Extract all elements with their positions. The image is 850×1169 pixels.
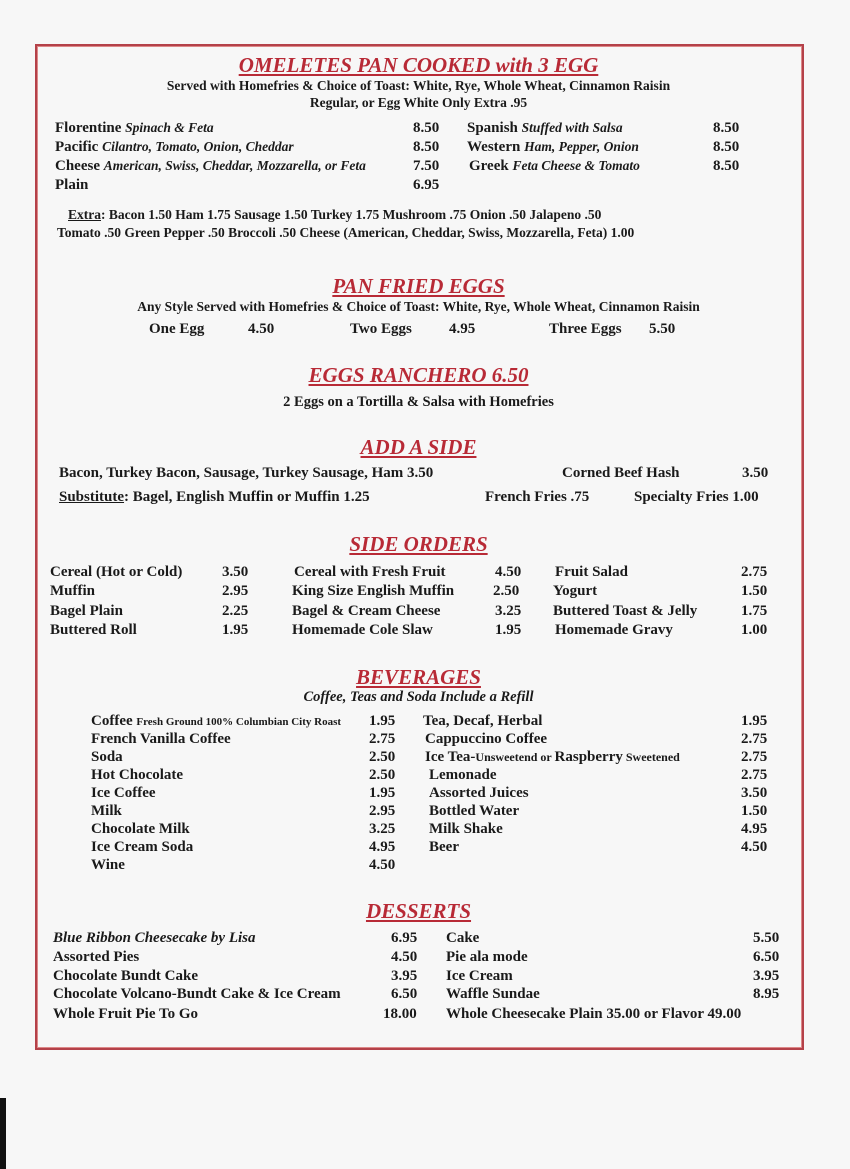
menu-item: Plain bbox=[55, 177, 89, 193]
menu-price: 2.75 bbox=[741, 564, 768, 580]
scan-edge-shadow bbox=[0, 1098, 6, 1169]
menu-item: Cheese American, Swiss, Cheddar, Mozzarella, or Feta bbox=[55, 158, 366, 174]
menu-item: Pacific Cilantro, Tomato, Onion, Cheddar bbox=[55, 139, 294, 155]
omeletes-heading: OMELETES PAN COOKED with 3 EGG bbox=[238, 53, 599, 77]
pan-fried-description: Any Style Served with Homefries & Choice of Toast: White, Rye, Whole Wheat, Cinnamon Raisin bbox=[137, 299, 700, 314]
eggs-ranchero-description: 2 Eggs on a Tortilla & Salsa with Homefries bbox=[283, 394, 554, 410]
menu-price: 1.95 bbox=[495, 622, 522, 638]
menu-price: 6.95 bbox=[413, 177, 440, 193]
menu-price: 8.50 bbox=[713, 139, 740, 155]
menu-price: 5.50 bbox=[753, 930, 780, 946]
menu-price: 7.50 bbox=[413, 158, 440, 174]
menu-item: Homemade Gravy bbox=[555, 622, 673, 638]
menu-item: Cereal with Fresh Fruit bbox=[294, 564, 446, 580]
menu-price: 2.95 bbox=[222, 583, 249, 599]
menu-item: Cereal (Hot or Cold) bbox=[50, 564, 183, 580]
menu-price: 3.50 bbox=[742, 465, 769, 481]
beverages-heading: BEVERAGES bbox=[356, 665, 481, 689]
menu-item: Milk bbox=[91, 803, 122, 819]
menu-item: Chocolate Milk bbox=[91, 821, 190, 837]
menu-item: Ice Cream bbox=[446, 968, 513, 984]
menu-item: Blue Ribbon Cheesecake by Lisa bbox=[53, 930, 256, 946]
menu-price: 2.75 bbox=[741, 767, 768, 783]
eggs-ranchero-heading: EGGS RANCHERO 6.50 bbox=[308, 363, 529, 387]
pan-fried-heading: PAN FRIED EGGS bbox=[332, 274, 505, 298]
menu-price: 1.50 bbox=[741, 583, 768, 599]
menu-price: 2.75 bbox=[741, 749, 768, 765]
menu-price: 4.50 bbox=[495, 564, 522, 580]
menu-price: 8.50 bbox=[413, 139, 440, 155]
menu-item: Milk Shake bbox=[429, 821, 503, 837]
menu-item: Whole Cheesecake Plain 35.00 or Flavor 49.00 bbox=[446, 1006, 742, 1022]
substitute-line: Substitute: Bagel, English Muffin or Muffin 1.25 bbox=[59, 489, 370, 505]
menu-item: One Egg bbox=[149, 321, 205, 337]
menu-price: 3.95 bbox=[391, 968, 418, 984]
menu-item: Waffle Sundae bbox=[446, 986, 540, 1002]
menu-price: 4.50 bbox=[248, 321, 275, 337]
menu-price: 2.75 bbox=[741, 731, 768, 747]
menu-item: Assorted Juices bbox=[429, 785, 529, 801]
side-orders-heading: SIDE ORDERS bbox=[349, 532, 488, 556]
menu-item: Chocolate Bundt Cake bbox=[53, 968, 199, 984]
menu-item: Soda bbox=[91, 749, 123, 765]
menu-price: 6.50 bbox=[753, 949, 780, 965]
menu-item: Ice Cream Soda bbox=[91, 839, 194, 855]
menu-price: 2.95 bbox=[369, 803, 396, 819]
omeletes-options: Regular, or Egg White Only Extra .95 bbox=[309, 95, 528, 110]
menu-item: Homemade Cole Slaw bbox=[292, 622, 433, 638]
menu-price: 4.95 bbox=[741, 821, 768, 837]
menu-item: Three Eggs bbox=[549, 321, 622, 337]
menu-item: Spanish Stuffed with Salsa bbox=[467, 120, 623, 136]
menu-price: 4.50 bbox=[391, 949, 418, 965]
menu-item: Assorted Pies bbox=[53, 949, 140, 965]
menu-price: 1.95 bbox=[369, 713, 396, 729]
menu-price: 2.50 bbox=[493, 583, 520, 599]
menu-price: 2.50 bbox=[369, 749, 396, 765]
menu-price: 4.95 bbox=[369, 839, 396, 855]
menu-item: Cake bbox=[446, 930, 480, 946]
menu-item: French Fries .75 bbox=[485, 489, 590, 505]
menu-price: 6.95 bbox=[391, 930, 418, 946]
menu-price: 3.50 bbox=[741, 785, 768, 801]
menu-item: Beer bbox=[429, 839, 459, 855]
desserts-heading: DESSERTS bbox=[365, 899, 472, 923]
omeletes-description: Served with Homefries & Choice of Toast: White, Rye, Whole Wheat, Cinnamon Raisin bbox=[166, 78, 671, 93]
menu-item: Coffee Fresh Ground 100% Columbian City Roast bbox=[91, 713, 342, 729]
omelete-extras-line-2: Tomato .50 Green Pepper .50 Broccoli .50 Cheese (American, Cheddar, Swiss, Mozzarella, Feta) 1.00 bbox=[57, 225, 635, 240]
menu-item: Fruit Salad bbox=[555, 564, 628, 580]
menu-item: Lemonade bbox=[429, 767, 497, 783]
menu-price: 2.25 bbox=[222, 603, 249, 619]
menu-item: Bagel & Cream Cheese bbox=[292, 603, 441, 619]
menu-item: Florentine Spinach & Feta bbox=[55, 120, 214, 136]
menu-item: Yogurt bbox=[553, 583, 598, 599]
menu-item: Chocolate Volcano-Bundt Cake & Ice Cream bbox=[53, 986, 341, 1002]
menu-price: 3.50 bbox=[222, 564, 249, 580]
menu-item: Western Ham, Pepper, Onion bbox=[467, 139, 639, 155]
menu-price: 8.50 bbox=[713, 120, 740, 136]
menu-item: Muffin bbox=[50, 583, 95, 599]
menu-item: Corned Beef Hash bbox=[562, 465, 680, 481]
menu-price: 5.50 bbox=[649, 321, 676, 337]
menu-item: Ice Coffee bbox=[91, 785, 156, 801]
menu-item: Whole Fruit Pie To Go bbox=[53, 1006, 199, 1022]
menu-price: 4.50 bbox=[741, 839, 768, 855]
menu-item: Pie ala mode bbox=[446, 949, 528, 965]
menu-item: Tea, Decaf, Herbal bbox=[423, 713, 543, 729]
menu-price: 8.50 bbox=[713, 158, 740, 174]
menu-price: 2.50 bbox=[369, 767, 396, 783]
menu-price: 1.95 bbox=[222, 622, 249, 638]
menu-price: 6.50 bbox=[391, 986, 418, 1002]
menu-price: 2.75 bbox=[369, 731, 396, 747]
menu-price: 8.50 bbox=[413, 120, 440, 136]
menu-item: Buttered Roll bbox=[50, 622, 137, 638]
menu-item: Greek Feta Cheese & Tomato bbox=[469, 158, 640, 174]
side-meats: Bacon, Turkey Bacon, Sausage, Turkey Sausage, Ham 3.50 bbox=[59, 465, 434, 481]
menu-item: Ice Tea-Unsweetend or Raspberry Sweetened bbox=[425, 749, 680, 765]
menu-item: French Vanilla Coffee bbox=[91, 731, 231, 747]
menu-price: 3.25 bbox=[369, 821, 396, 837]
beverages-subtitle: Coffee, Teas and Soda Include a Refill bbox=[303, 689, 534, 705]
menu-item: Cappuccino Coffee bbox=[425, 731, 548, 747]
menu-price: 1.00 bbox=[741, 622, 768, 638]
menu-item: Buttered Toast & Jelly bbox=[553, 603, 698, 619]
menu-price: 1.50 bbox=[741, 803, 768, 819]
menu-price: 4.50 bbox=[369, 857, 396, 873]
menu-item: Two Eggs bbox=[350, 321, 412, 337]
omelete-extras-line-1: Extra: Bacon 1.50 Ham 1.75 Sausage 1.50 Turkey 1.75 Mushroom .75 Onion .50 Jalapeno .50 bbox=[68, 207, 602, 222]
menu-item: Wine bbox=[91, 857, 125, 873]
menu-price: 18.00 bbox=[383, 1006, 417, 1022]
menu-item: King Size English Muffin bbox=[292, 583, 455, 599]
menu-price: 4.95 bbox=[449, 321, 476, 337]
menu-item: Specialty Fries 1.00 bbox=[634, 489, 759, 505]
menu-price: 1.95 bbox=[741, 713, 768, 729]
menu-price: 8.95 bbox=[753, 986, 780, 1002]
add-a-side-heading: ADD A SIDE bbox=[360, 435, 477, 459]
menu-price: 3.95 bbox=[753, 968, 780, 984]
menu-price: 3.25 bbox=[495, 603, 522, 619]
menu-price: 1.75 bbox=[741, 603, 768, 619]
menu-price: 1.95 bbox=[369, 785, 396, 801]
menu-item: Hot Chocolate bbox=[91, 767, 184, 783]
menu-item: Bagel Plain bbox=[50, 603, 123, 619]
menu-item: Bottled Water bbox=[429, 803, 520, 819]
